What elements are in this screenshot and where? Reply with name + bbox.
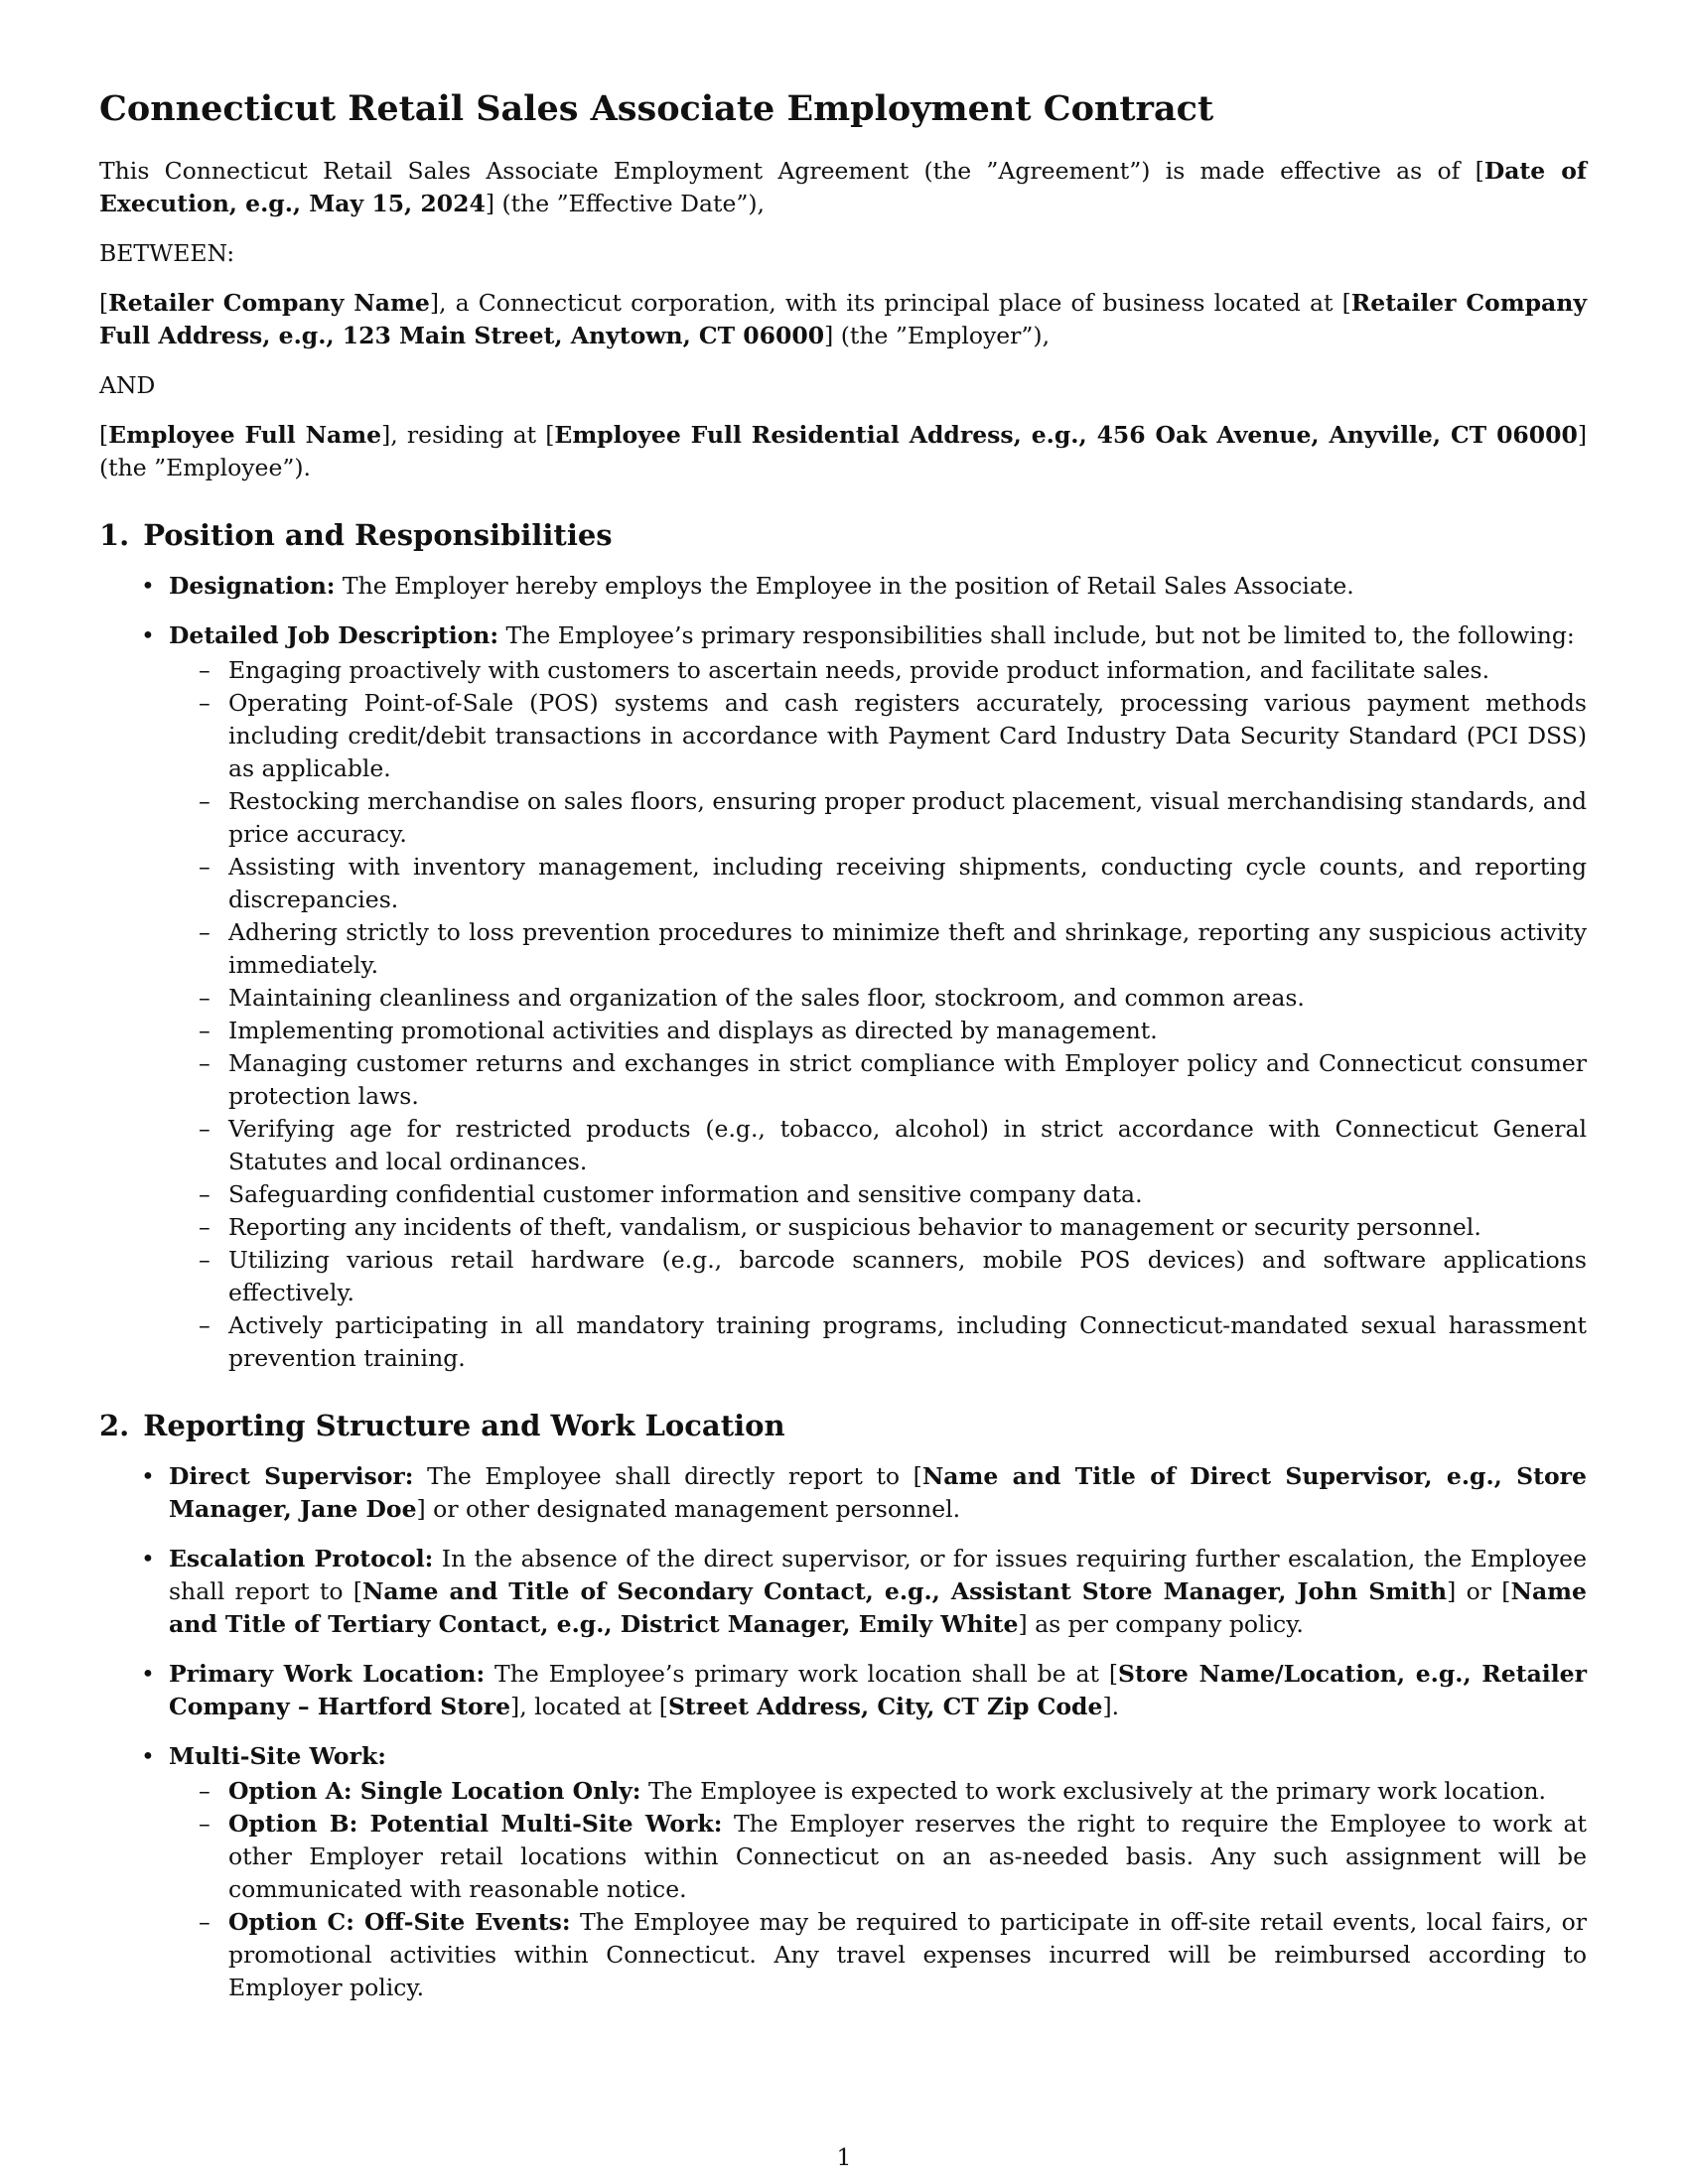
page-number: 1 <box>836 2143 852 2171</box>
section-1-heading <box>99 516 1587 554</box>
work-location-item <box>99 1658 1587 1723</box>
employee-text: ], residing at [ <box>381 421 555 449</box>
duty-text: Safeguarding confidential customer information and sensitive company data. <box>228 1180 1143 1208</box>
option-label: Option B: Potential Multi-Site Work: <box>228 1810 723 1838</box>
option-text: The Employer reserves the right to require the Employee to work at other Employer retail locations within Connecticut on an as-needed basis. Any such assignment will be communicated with reasonable notice. <box>228 1810 1587 1903</box>
duty-text: Engaging proactively with customers to ascertain needs, provide product information, and facilitate sales. <box>228 656 1490 684</box>
effective-date-placeholder: Date of Execution, e.g., May 15, 2024 <box>99 157 1587 217</box>
item-text: In the absence of the direct supervisor, or for issues requiring further escalation, the Employee shall report to [ <box>169 1545 1587 1605</box>
document-page <box>99 87 1587 2021</box>
dash-icon: – <box>199 1115 211 1143</box>
option-label: Option A: Single Location Only: <box>228 1777 641 1805</box>
employee-name-placeholder: Employee Full Name <box>108 421 382 449</box>
item-text-end: ]. <box>1102 1693 1120 1720</box>
list-item <box>99 851 1587 916</box>
list-item <box>99 1808 1587 1906</box>
dash-icon: – <box>199 1810 211 1838</box>
intro-text-end: ] (the ”Effective Date”), <box>485 190 766 217</box>
item-text-end: ] as per company policy. <box>1018 1610 1304 1638</box>
employer-address-placeholder: Retailer Company Full Address, e.g., 123 Main Street, Anytown, CT 06000 <box>99 289 1588 349</box>
item-text-mid: ], located at [ <box>510 1693 668 1720</box>
list-item <box>99 1047 1587 1113</box>
bullet-icon: • <box>141 621 155 649</box>
bullet-icon: • <box>141 572 155 600</box>
list-item <box>99 1178 1587 1211</box>
dash-icon: – <box>199 1311 211 1339</box>
section-2-list <box>99 1460 1587 2004</box>
item-label: Detailed Job Description: <box>169 621 499 649</box>
list-item <box>99 1775 1587 1808</box>
dash-icon: – <box>199 853 211 881</box>
options-list <box>169 1775 1587 2004</box>
section-title: Position and Responsibilities <box>143 518 613 552</box>
list-item <box>99 1906 1587 2004</box>
section-title: Reporting Structure and Work Location <box>143 1409 785 1442</box>
bullet-icon: • <box>141 1462 155 1490</box>
and-label: AND <box>99 371 156 399</box>
dash-icon: – <box>199 689 211 717</box>
dash-icon: – <box>199 1213 211 1241</box>
list-item <box>99 1309 1587 1375</box>
bracket: [ <box>99 289 109 317</box>
list-item <box>99 982 1587 1015</box>
intro-paragraph <box>99 155 1587 220</box>
dash-icon: – <box>199 656 211 684</box>
designation-item <box>99 570 1587 603</box>
duty-text: Managing customer returns and exchanges in strict compliance with Employer policy and Connecticut consumer protection laws. <box>228 1049 1587 1110</box>
duty-text: Actively participating in all mandatory training programs, including Connecticut-mandated sexual harassment prevention training. <box>228 1311 1587 1372</box>
section-number: 2. <box>99 1409 130 1442</box>
employer-paragraph <box>99 287 1587 352</box>
item-label: Multi-Site Work: <box>169 1742 386 1770</box>
between-label: BETWEEN: <box>99 239 235 267</box>
duty-text: Reporting any incidents of theft, vandalism, or suspicious behavior to management or security personnel. <box>228 1213 1481 1241</box>
dash-icon: – <box>199 1246 211 1274</box>
secondary-contact-placeholder: Name and Title of Secondary Contact, e.g., Assistant Store Manager, John Smith <box>361 1577 1448 1605</box>
supervisor-placeholder: Name and Title of Direct Supervisor, e.g., Store Manager, Jane Doe <box>169 1462 1587 1523</box>
bracket: [ <box>99 421 109 449</box>
list-item <box>99 687 1587 785</box>
option-label: Option C: Off-Site Events: <box>228 1908 571 1936</box>
direct-supervisor-item <box>99 1460 1587 1526</box>
list-item <box>99 916 1587 982</box>
bullet-icon: • <box>141 1545 155 1572</box>
address-placeholder: Street Address, City, CT Zip Code <box>667 1693 1103 1720</box>
dash-icon: – <box>199 1908 211 1936</box>
duty-text: Implementing promotional activities and displays as directed by management. <box>228 1017 1158 1044</box>
duty-text: Assisting with inventory management, including receiving shipments, conducting cycle counts, and reporting discrepancies. <box>228 853 1587 913</box>
escalation-item <box>99 1543 1587 1641</box>
item-text: The Employee’s primary work location shall be at [ <box>485 1660 1119 1688</box>
item-text: The Employee shall directly report to [ <box>413 1462 922 1490</box>
employer-name-placeholder: Retailer Company Name <box>108 289 430 317</box>
dash-icon: – <box>199 984 211 1012</box>
option-text: The Employee may be required to participate in off-site retail events, local fairs, or promotional activities within Connecticut. Any travel expenses incurred will be reimbursed according to Employer policy. <box>228 1908 1587 2001</box>
list-item <box>99 1015 1587 1047</box>
duty-text: Operating Point-of-Sale (POS) systems and cash registers accurately, processing various payment methods including credit/debit transactions in accordance with Payment Card Industry Data Security Standard (PCI DSS) as applicable. <box>228 689 1587 782</box>
item-text-mid: ] or [ <box>1447 1577 1511 1605</box>
dash-icon: – <box>199 1017 211 1044</box>
option-text: The Employee is expected to work exclusively at the primary work location. <box>640 1777 1546 1805</box>
intro-text: This Connecticut Retail Sales Associate Employment Agreement (the ”Agreement”) is made effective as of [ <box>99 157 1484 185</box>
dash-icon: – <box>199 918 211 946</box>
list-item <box>99 1244 1587 1309</box>
duty-text: Restocking merchandise on sales floors, ensuring proper product placement, visual merchandising standards, and price accuracy. <box>228 787 1587 848</box>
item-text-end: ] or other designated management personnel. <box>416 1495 961 1523</box>
dash-icon: – <box>199 1049 211 1077</box>
employee-text-end: ] (the ”Employee”). <box>99 421 1587 481</box>
section-2-heading <box>99 1407 1587 1444</box>
list-item <box>99 654 1587 687</box>
item-label: Primary Work Location: <box>169 1660 486 1688</box>
duty-text: Verifying age for restricted products (e.g., tobacco, alcohol) in strict accordance with Connecticut General Statutes and local ordinances. <box>228 1115 1587 1175</box>
bullet-icon: • <box>141 1660 155 1688</box>
employer-text: ], a Connecticut corporation, with its principal place of business located at [ <box>429 289 1351 317</box>
multi-site-item <box>99 1740 1587 2004</box>
dash-icon: – <box>199 1180 211 1208</box>
list-item <box>99 1113 1587 1178</box>
employer-text-end: ] (the ”Employer”), <box>824 322 1051 349</box>
item-text: The Employee’s primary responsibilities shall include, but not be limited to, the following: <box>498 621 1575 649</box>
job-description-item <box>99 619 1587 1375</box>
item-label: Escalation Protocol: <box>169 1545 434 1572</box>
dash-icon: – <box>199 787 211 815</box>
section-number: 1. <box>99 518 130 552</box>
list-item <box>99 785 1587 851</box>
employee-paragraph <box>99 419 1587 484</box>
duty-text: Maintaining cleanliness and organization of the sales floor, stockroom, and common areas. <box>228 984 1305 1012</box>
duty-text: Adhering strictly to loss prevention procedures to minimize theft and shrinkage, reporting any suspicious activity immediately. <box>228 918 1587 979</box>
duty-text: Utilizing various retail hardware (e.g., barcode scanners, mobile POS devices) and software applications effectively. <box>228 1246 1587 1306</box>
store-placeholder: Store Name/Location, e.g., Retailer Company – Hartford Store <box>169 1660 1587 1720</box>
section-1-list <box>99 570 1587 1375</box>
bullet-icon: • <box>141 1742 155 1770</box>
dash-icon: – <box>199 1777 211 1805</box>
item-label: Direct Supervisor: <box>169 1462 414 1490</box>
list-item <box>99 1211 1587 1244</box>
tertiary-contact-placeholder: Name and Title of Tertiary Contact, e.g., District Manager, Emily White <box>169 1577 1587 1638</box>
item-label: Designation: <box>169 572 336 600</box>
item-text: The Employer hereby employs the Employee in the position of Retail Sales Associate. <box>335 572 1354 600</box>
duties-list <box>169 654 1587 1375</box>
employee-address-placeholder: Employee Full Residential Address, e.g., 456 Oak Avenue, Anyville, CT 06000 <box>554 421 1578 449</box>
document-title: Connecticut Retail Sales Associate Employment Contract <box>99 88 1214 129</box>
